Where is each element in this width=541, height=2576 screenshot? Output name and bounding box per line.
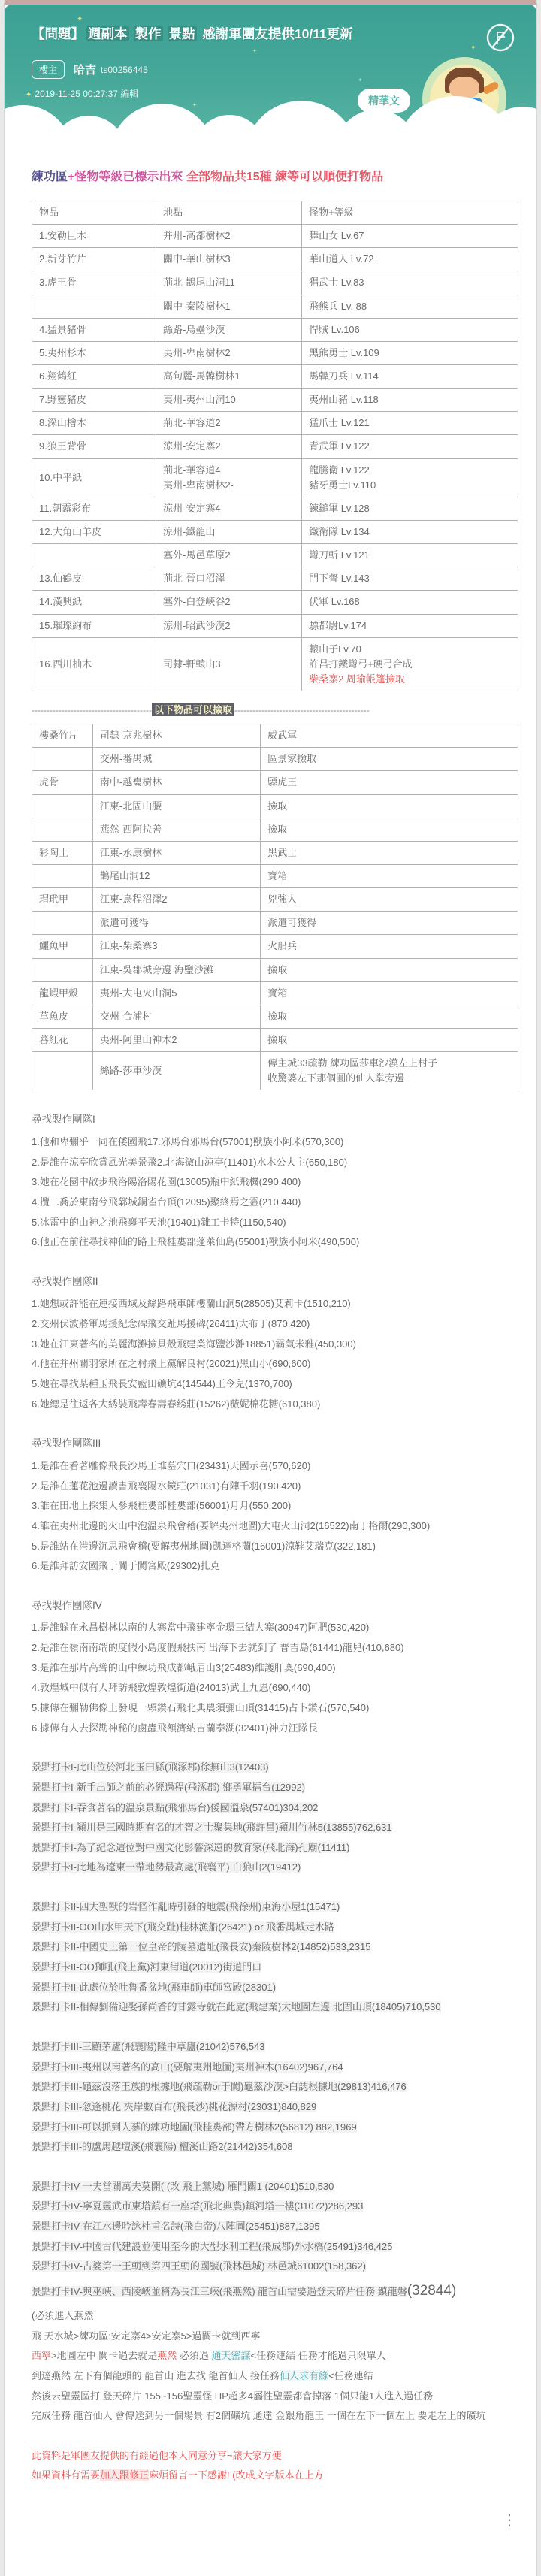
table-row xyxy=(32,1028,518,1051)
section-line: 1.是誰在看著雕像飛長沙馬王堆墓穴口(23431)天國示喜(570,620) xyxy=(32,1459,311,1471)
table-row xyxy=(32,958,518,981)
table-cell: 蕃紅花 xyxy=(32,1028,93,1051)
table-cell: 夷州山豬 Lv.118 xyxy=(302,389,518,412)
table-cell xyxy=(32,748,93,771)
table-cell: 9.狼王背骨 xyxy=(32,435,156,458)
section-heading: 尋找製作團隊III xyxy=(32,1438,101,1450)
table-cell: 撿取 xyxy=(261,1005,518,1028)
table-cell: 兇強人 xyxy=(261,888,518,912)
table-cell: 荊北-鵲尾山洞11 xyxy=(156,271,301,295)
table-cell xyxy=(32,295,156,318)
table-cell: 南中-越雟樹林 xyxy=(92,771,260,794)
section-line: 1.她想或許能在連接西域及絲路飛車師樓蘭山洞5(28505)艾莉卡(1510,210) xyxy=(32,1298,351,1310)
post-body xyxy=(5,144,536,2576)
table-cell: 撿取 xyxy=(261,818,518,841)
scenic-checkin-1 xyxy=(32,1758,517,1878)
table-row xyxy=(32,248,518,271)
section-line: 景點打卡IV-一夫當關萬夫莫開( (改 飛上黨城) 雁門關1 (20401)510,530 xyxy=(32,2180,334,2192)
table-cell: 夷州-夷州山洞10 xyxy=(156,389,301,412)
table-row xyxy=(32,591,518,614)
table-cell: 鱷魚甲 xyxy=(32,935,93,958)
table-row xyxy=(32,295,518,318)
section-line: 景點打卡I-為了紀念這位對中國文化影響深遠的教育家(飛北海)孔廟(11411) xyxy=(32,1841,350,1853)
table-row xyxy=(32,724,518,748)
table-row xyxy=(32,748,518,771)
table-row xyxy=(32,771,518,794)
section-line: 景點打卡I-潁川是三國時期有名的才智之士聚集地(飛許昌)潁川竹林5(13855)762,631 xyxy=(32,1822,392,1834)
table-cell: 虎骨 xyxy=(32,771,93,794)
table-cell: 8.深山檜木 xyxy=(32,412,156,435)
table-row xyxy=(32,614,518,637)
post-title xyxy=(5,5,536,44)
section-line: 景點打卡III-龜茲沒落王族的根據地(飛疏勒or于闐)龜茲沙漠>白誌根據地(29813)416,476 xyxy=(32,2081,407,2093)
table-cell: 絲路-莎車沙漠 xyxy=(92,1052,260,1090)
table-cell: 塞外-白登峽谷2 xyxy=(156,591,301,614)
table-cell: 門下督 Lv.143 xyxy=(302,567,518,591)
section-line: 此資料是軍團友提供的有經過他本人同意分享~讓大家方便 xyxy=(32,2449,282,2461)
table-row xyxy=(32,225,518,248)
section-line: 3.她在花園中散步飛洛陽洛陽花園(13005)瓶中紙飛機(290,400) xyxy=(32,1176,301,1188)
table-cell: 12.大角山羊皮 xyxy=(32,520,156,543)
team-search-2 xyxy=(32,1272,517,1414)
table-cell: 舞山女 Lv.67 xyxy=(302,225,518,248)
section-line: 3.誰在田地上採集人參飛桂婁部桂婁部(56001)月月(550,200) xyxy=(32,1500,292,1512)
quest-link[interactable]: 通天密謀 xyxy=(211,2350,251,2362)
table-header-row xyxy=(32,201,518,225)
table-cell: 飛熊兵 Lv. 88 xyxy=(302,295,518,318)
table-cell: 轅山子Lv.70 許昌打鐵彎弓+硬弓合成 柴桑寨2 周瑜帳篷撿取 xyxy=(302,637,518,691)
title-keyword: 週副本 xyxy=(88,26,128,41)
section-line: 景點打卡III-三顧茅廬(飛襄陽)隆中草廬(21042)576,543 xyxy=(32,2040,265,2052)
section-line: 景點打卡IV-占婆第一王朝到第四王朝的國號(飛林邑城) 林邑城61002(158,362) xyxy=(32,2260,366,2272)
section-line: 4.他在并州關羽家所在之村飛上黨解良村(20021)黑山小(690,600) xyxy=(32,1358,311,1370)
section-line: 5.她在尋找某種玉飛長安藍田礦坑4(14544)王令兒(1370,700) xyxy=(32,1378,292,1390)
essence-post-tag: 精華文 xyxy=(358,89,410,113)
column-header: 地點 xyxy=(156,201,301,225)
table-cell: 馬韓刀兵 Lv.114 xyxy=(302,364,518,388)
table-cell: 絲路-烏壘沙漠 xyxy=(156,318,301,341)
table-cell: 并州-高都樹林2 xyxy=(156,225,301,248)
table-row xyxy=(32,912,518,935)
table-cell: 16.西川柚木 xyxy=(32,637,156,691)
table-cell: 2.新芽竹片 xyxy=(32,248,156,271)
table-row xyxy=(32,864,518,887)
post-subtitle: 練功區+怪物等級已標示出來 全部物品共15種 練等可以順便打物品 xyxy=(32,171,384,183)
section-line: 景點打卡IV-寧夏靈武市東塔鎮有一座塔(飛北典農)鎮河塔一樓(31072)286,293 xyxy=(32,2200,364,2212)
section-line: 景點打卡III-可以抓到人蔘的練功地圖(飛桂婁部)帶方樹林2(56812) 882,1969 xyxy=(32,2121,357,2133)
table-cell: 彩陶土 xyxy=(32,841,93,864)
scenic-checkin-2 xyxy=(32,1897,517,2018)
title-suffix: 感謝軍團友提供10/11更新 xyxy=(202,26,353,41)
table-cell: 3.虎王骨 xyxy=(32,271,156,295)
table-cell: 司隸-京兆樹林 xyxy=(92,724,260,748)
section-line: 西寧>地圖左中 關卡過去就是燕然 必須過 通天密謀<任務連結 任務才能過只限單人 xyxy=(32,2350,386,2362)
section-line: 景點打卡III-忽逢桃花 夾岸數百布(飛長沙)桃花源村(23031)840,829 xyxy=(32,2100,317,2112)
section-line: 景點打卡III-的盧馬越壇溪(飛襄陽) 檀溪山路2(21442)354,608 xyxy=(32,2141,293,2153)
title-keyword: 製作 xyxy=(134,26,162,41)
section-line: 完成任務 龍首仙人 會傳送到另一個場景 有2個礦坑 通達 金銀角龍王 一個在左下一個左上 要走左上的礦坑 xyxy=(32,2410,486,2422)
table-row xyxy=(32,935,518,958)
table-cell: 江東-北固山腰 xyxy=(92,794,260,818)
section-line: 1.是誰躲在永昌樹林以南的大寨當中飛建寧金環三結大寨(30947)阿肥(530,420) xyxy=(32,1622,370,1634)
section-line: 景點打卡II-四大聖獸的岩怪作亂時引發的地震(飛徐州)東海小屋1(15471) xyxy=(32,1901,340,1913)
team-search-4 xyxy=(32,1596,517,1738)
table-cell: 涼州-鐵龍山 xyxy=(156,520,301,543)
table-row xyxy=(32,794,518,818)
sparkle-icon: ✦ xyxy=(252,49,257,54)
table-cell: 鍊鎚軍 Lv.128 xyxy=(302,497,518,520)
table-cell: 黑熊勇士 Lv.109 xyxy=(302,341,518,364)
table-cell: 6.翔鶴紅 xyxy=(32,364,156,388)
table-cell: 夷州-阿里山神木2 xyxy=(92,1028,260,1051)
table-cell: 14.漢興紙 xyxy=(32,591,156,614)
table-cell: 草魚皮 xyxy=(32,1005,93,1028)
section-line: 3.她在江東著名的美麗海灘撿貝殼飛建業海鹽沙灘18851)霸氣米雅(450,300) xyxy=(32,1338,356,1350)
scenic-checkin-3 xyxy=(32,2037,517,2157)
section-line: 5.是誰站在港邊沉思飛會稽(要解夷州地圖)凱達格蘭(16001)涼鞋艾瑞克(322,181) xyxy=(32,1540,376,1552)
section-line: 景點打卡II-OO獅吼(飛上黨)河東街道(20012)街道門口 xyxy=(32,1961,262,1973)
table-cell: 傳主城33疏勒 練功區莎車沙漠左上村子 收驚婆左下那個圓的仙人掌旁邊 xyxy=(261,1052,518,1090)
table-cell xyxy=(32,794,93,818)
table-cell: 區景家撿取 xyxy=(261,748,518,771)
guide-text-sections xyxy=(32,1110,517,2486)
section-line: 景點打卡I-此地為遼東一帶地勢最高處(飛襄平) 白狼山2(19412) xyxy=(32,1861,301,1873)
table-cell: 夷州-大屯火山洞5 xyxy=(92,981,260,1005)
sparkle-icon: ✦ xyxy=(77,15,83,23)
sparkle-icon: ✦ xyxy=(26,91,32,99)
table-cell: 青武軍 Lv.122 xyxy=(302,435,518,458)
table-cell: 鐵衛隊 Lv.134 xyxy=(302,520,518,543)
table-cell: 司隸-軒轅山3 xyxy=(156,637,301,691)
section-line: 景點打卡III-夷州以南著名的高山(要解夷州地圖)夷州神木(16402)967,764 xyxy=(32,2060,343,2073)
column-header: 物品 xyxy=(32,201,156,225)
section-heading: 尋找製作團隊IV xyxy=(32,1599,102,1611)
table-row xyxy=(32,818,518,841)
section-heading: 尋找製作團隊II xyxy=(32,1275,98,1287)
section-line: 景點打卡II-中國史上第一位皇帝的陵墓遺址(飛長安)秦陵樹林2(14852)533,2315 xyxy=(32,1941,371,1953)
table-cell: 撿取 xyxy=(261,794,518,818)
table-cell: 寶箱 xyxy=(261,981,518,1005)
table-cell: 猛爪士 Lv.121 xyxy=(302,412,518,435)
table-row xyxy=(32,567,518,591)
table-cell: 11.朝露彩布 xyxy=(32,497,156,520)
table-row xyxy=(32,318,518,341)
section-line: 景點打卡I-吞食著名的溫泉景點(飛邪馬台)倭國溫泉(57401)304,202 xyxy=(32,1801,319,1813)
table-row xyxy=(32,458,518,497)
section-line: 2.是誰在涼亭欣賞風光美景飛2.北海微山涼亭(11401)水木公大主(650,180) xyxy=(32,1156,348,1168)
quest-link[interactable]: 仙人求有緣 xyxy=(280,2369,329,2381)
section-line: 1.他和卑彌乎一同在倭國飛17.邪馬台邪馬台(57001)獸族小阿米(570,300) xyxy=(32,1135,344,1147)
title-keyword: 景點 xyxy=(168,26,195,41)
table-cell: 4.猛景豬骨 xyxy=(32,318,156,341)
section-line: 然後去聖靈區打 登天碎片 155~156聖靈怪 HP超多4屬性聖靈都會掉落 1個只能1人進入過任務 xyxy=(32,2390,434,2402)
table-cell xyxy=(32,544,156,567)
table-cell: 悍賊 Lv.106 xyxy=(302,318,518,341)
table-cell xyxy=(32,818,93,841)
table-cell: 猖武士 Lv.83 xyxy=(302,271,518,295)
table-cell: 龍騰衛 Lv.122 豬牙勇士Lv.110 xyxy=(302,458,518,497)
table-cell: 交州-合浦村 xyxy=(92,1005,260,1028)
table-cell: 夷州-卑南樹林2 xyxy=(156,341,301,364)
table-cell: 關中-華山樹林3 xyxy=(156,248,301,271)
section-line: 5.冰雷中的山神之池飛襄平天池(19401)雜工卡特(1150,540) xyxy=(32,1216,286,1228)
table-cell xyxy=(32,958,93,981)
table-cell: 荊北-華容道2 xyxy=(156,412,301,435)
table-cell: 江東-柴桑寨3 xyxy=(92,935,260,958)
table-cell: 派遣可獲得 xyxy=(92,912,260,935)
scenic-checkin-4 xyxy=(32,2177,517,2426)
table-cell: 火船兵 xyxy=(261,935,518,958)
table-row xyxy=(32,412,518,435)
table-cell: 高句麗-馬韓樹林1 xyxy=(156,364,301,388)
sparkle-icon: ✦ xyxy=(358,77,363,83)
section-line: 2.是誰在蓮花池邊讀書飛襄陽水鏡莊(21031)有陣千羽(190,420) xyxy=(32,1480,301,1492)
section-line: 5.據傳在彌勒佛像上發現一顆鑽石飛北典農須彌山頂(31415)占卜鑽石(570,540) xyxy=(32,1702,370,1713)
section-heading: 尋找製作團隊I xyxy=(32,1114,95,1126)
table-cell: 交州-番禺城 xyxy=(92,748,260,771)
table-row xyxy=(32,1005,518,1028)
team-search-3 xyxy=(32,1434,517,1576)
section-line: 景點打卡II-OO山水甲天下(飛交趾)桂林漁船(26421) or 飛番禺城走水路 xyxy=(32,1921,335,1933)
user-id: ts00256445 xyxy=(101,64,148,75)
table-row xyxy=(32,364,518,388)
table-cell: 7.野靈豬皮 xyxy=(32,389,156,412)
table-cell: 派遣可獲得 xyxy=(261,912,518,935)
section-line: 景點打卡I-新手出師之前的必經過程(飛涿郡) 鄉勇軍擂台(12992) xyxy=(32,1781,306,1793)
floor-owner-badge: 樓主 xyxy=(32,60,65,79)
post-page xyxy=(5,0,536,2576)
table-row xyxy=(32,981,518,1005)
table-cell: 江東-永康樹林 xyxy=(92,841,260,864)
table-cell: 13.仙鶴皮 xyxy=(32,567,156,591)
section-line: 4.敦煌城中似有人拜訪飛敦煌敦煌街道(24013)武士九恩(690,440) xyxy=(32,1682,311,1694)
table-cell: 塞外-馬邑草原2 xyxy=(156,544,301,567)
table-row xyxy=(32,520,518,543)
section-line: 景點打卡IV-與巫峽、西陵峽並稱為長江三峽(飛燕然) 龍首山需要過登天碎片任務 鎮龍磐(32844) xyxy=(32,2283,457,2299)
sparkle-icon: ✦ xyxy=(192,103,197,108)
table-row xyxy=(32,637,518,691)
sparkle-icon: ✦ xyxy=(470,44,476,51)
section-line: 如果資料有需要加入跟修正麻煩留言一下感謝! (改成文字版本在上方 xyxy=(32,2469,324,2481)
table-cell: 荊北-晉口沼澤 xyxy=(156,567,301,591)
table-cell: 瑁玳甲 xyxy=(32,888,93,912)
table-row xyxy=(32,841,518,864)
table-cell xyxy=(32,1052,93,1090)
post-header xyxy=(5,5,536,144)
section-line: 景點打卡IV-中國古代建設並使用至今的大型水利工程(飛成都)外水橋(25491)346,425 xyxy=(32,2240,393,2252)
footer-note xyxy=(32,2446,517,2486)
section-line: 飛 天水城>練功區:安定寨4>安定寨5>過關卡就到西寧 xyxy=(32,2330,261,2342)
more-options-button[interactable]: ⋮ xyxy=(502,2512,517,2529)
table-cell: 樓桑竹片 xyxy=(32,724,93,748)
section-line: 6.據傳有人去探勘神秘的鹵蟲飛額濟納吉蘭泰湖(32401)神力汪隊長 xyxy=(32,1722,318,1734)
section-line: 3.是誰在那片高聳的山中練功飛成都峨眉山3(25483)維護肝奧(690,400) xyxy=(32,1661,336,1673)
table-row xyxy=(32,1052,518,1090)
table-cell: 黑武士 xyxy=(261,841,518,864)
section-line: 4.誰在夷州北邊的火山中泡溫泉飛會稽(要解夷州地圖)大屯火山洞2(16522)南丁格爾(290,300) xyxy=(32,1519,431,1531)
table-cell: 荊北-華容道4 夷州-卑南樹林2- xyxy=(156,458,301,497)
username[interactable]: 哈吉 xyxy=(74,64,97,77)
pickup-item-table xyxy=(32,724,518,1090)
table-cell: 彎刀斬 Lv.121 xyxy=(302,544,518,567)
table-row xyxy=(32,888,518,912)
section-line: 4.攬二喬於東南兮飛鄴城銅雀台頂(12095)聚終焉之霊(210,440) xyxy=(32,1196,301,1208)
column-header: 怪物+等級 xyxy=(302,201,518,225)
table-row xyxy=(32,435,518,458)
table-row xyxy=(32,544,518,567)
table-cell: 江東-烏程沼澤2 xyxy=(92,888,260,912)
table-cell: 寶箱 xyxy=(261,864,518,887)
team-search-1 xyxy=(32,1110,517,1252)
table-cell: 驃虎王 xyxy=(261,771,518,794)
table-cell: 15.璀璨絢布 xyxy=(32,614,156,637)
table-cell: 伏軍 Lv.168 xyxy=(302,591,518,614)
table-cell: 涼州-昭武沙漠2 xyxy=(156,614,301,637)
section-line: 2.是誰在嶺南南端的度假小島度假飛扶南 出海下去就到了 普吉島(61441)龍兒(410,680) xyxy=(32,1642,404,1654)
table-cell: 涼州-安定寨4 xyxy=(156,497,301,520)
table-cell: 10.中平紙 xyxy=(32,458,156,497)
table-cell: 江東-吳郡城旁邊 海鹽沙灘 xyxy=(92,958,260,981)
pickup-divider: ---------------------------------------- 以下物品可以撿取 --------------------------------------------- xyxy=(32,704,370,716)
section-line: 6.他正在前往尋找神仙的路上飛桂婁部蓬萊仙島(55001)獸族小阿米(490,500) xyxy=(32,1236,360,1248)
table-cell: 鵲尾山洞12 xyxy=(92,864,260,887)
section-line: 景點打卡II-此處位於吐魯番盆地(飛車師)車師宮殿(28301) xyxy=(32,1981,277,1993)
table-cell: 涼州-安定寨2 xyxy=(156,435,301,458)
table-cell xyxy=(32,912,93,935)
section-line: 景點打卡II-相傳劉備迎娶孫尚香的甘露寺就在此處(飛建業)大地圖左邊 北固山頂(18405)710,530 xyxy=(32,2001,441,2013)
no-flag-icon[interactable] xyxy=(485,23,515,53)
section-line: 景點打卡IV-在江水邊吟詠杜甫名詩(飛白帝)八陣圖(25451)887,1395 xyxy=(32,2221,320,2233)
table-cell: 5.夷州杉木 xyxy=(32,341,156,364)
divider-label: 以下物品可以撿取 xyxy=(152,703,234,716)
table-cell: 1.安勒巨木 xyxy=(32,225,156,248)
table-cell xyxy=(32,864,93,887)
item-location-table xyxy=(32,201,518,691)
section-line: 到達燕然 左下有個龍頭的 龍首山 進去找 龍首仙人 接任務仙人求有緣<任務連結 xyxy=(32,2369,373,2381)
table-cell: 撿取 xyxy=(261,1028,518,1051)
table-row xyxy=(32,271,518,295)
table-row xyxy=(32,497,518,520)
section-line: (必須進入燕然 xyxy=(32,2309,94,2321)
table-cell: 華山道人 Lv.72 xyxy=(302,248,518,271)
table-cell: 燕然-西阿拉善 xyxy=(92,818,260,841)
section-line: 2.交州伏波將軍馬援紀念碑飛交趾馬援碑(26411)大布丁(870,420) xyxy=(32,1318,310,1330)
table-row xyxy=(32,389,518,412)
table-cell: 驃都尉Lv.174 xyxy=(302,614,518,637)
table-row xyxy=(32,341,518,364)
table-cell: 威武軍 xyxy=(261,724,518,748)
title-prefix: 【問題】 xyxy=(32,26,84,41)
section-line: 6.她總是往返各大綉裝飛壽春壽春綉莊(15262)薇妮棉花糖(610,380) xyxy=(32,1398,321,1410)
section-line: 6.是誰拜訪安國飛于闐于闐宮殿(29302)扎克 xyxy=(32,1560,220,1572)
table-cell: 龍蝦甲殼 xyxy=(32,981,93,1005)
table-cell: 關中-秦陵樹林1 xyxy=(156,295,301,318)
section-line: 景點打卡I-此山位於河北玉田縣(飛涿郡)徐無山3(12403) xyxy=(32,1761,269,1773)
post-timestamp: ✦ 2019-11-25 00:27:37 編輯 xyxy=(26,89,139,99)
table-cell: 撿取 xyxy=(261,958,518,981)
